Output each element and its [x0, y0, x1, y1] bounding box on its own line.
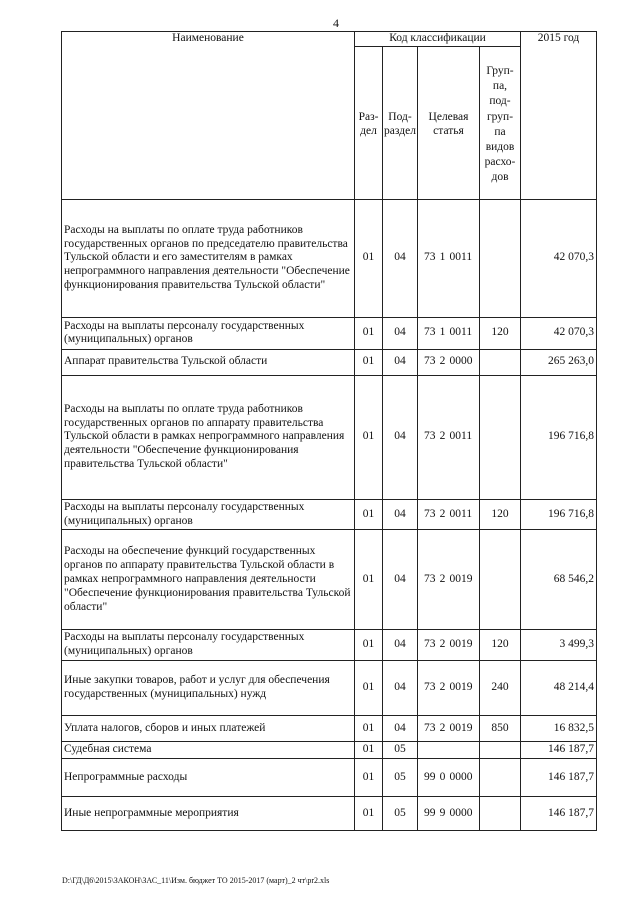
table-row [62, 317, 597, 349]
row-target-part2: 2 [438, 530, 448, 630]
row-subsection: 05 [383, 796, 418, 830]
row-target-part1: 73 [418, 199, 438, 317]
header-name: Наименование [62, 32, 355, 200]
row-section: 01 [355, 349, 383, 375]
row-expense-group: 120 [480, 630, 521, 661]
table-row [62, 660, 597, 715]
row-section: 01 [355, 199, 383, 317]
row-expense-group [480, 199, 521, 317]
row-name: Непрограммные расходы [62, 758, 355, 796]
row-name: Расходы на выплаты персоналу государственных (муниципальных) органов [62, 317, 355, 349]
row-name: Расходы на выплаты по оплате труда работников государственных органов по председателю правительства Тульской области и его заместителям в рамках непрограммного направления деятельности "Обеспечение функционирования правительства Тульской области" [62, 199, 355, 317]
row-target-part1: 73 [418, 317, 438, 349]
row-subsection: 04 [383, 715, 418, 741]
row-target-part2: 1 [438, 317, 448, 349]
table-row [62, 758, 597, 796]
row-section: 01 [355, 499, 383, 530]
budget-table [61, 31, 597, 831]
row-expense-group: 240 [480, 660, 521, 715]
row-amount: 42 070,3 [521, 317, 597, 349]
row-expense-group [480, 349, 521, 375]
row-section: 01 [355, 317, 383, 349]
row-name: Судебная система [62, 741, 355, 758]
row-subsection: 04 [383, 199, 418, 317]
row-name: Расходы на выплаты персоналу государственных (муниципальных) органов [62, 499, 355, 530]
row-name: Расходы на выплаты персоналу государственных (муниципальных) органов [62, 630, 355, 661]
row-expense-group [480, 796, 521, 830]
row-target-part1: 99 [418, 796, 438, 830]
row-amount: 16 832,5 [521, 715, 597, 741]
row-amount: 146 187,7 [521, 796, 597, 830]
table-row [62, 530, 597, 630]
row-amount: 68 546,2 [521, 530, 597, 630]
row-section: 01 [355, 660, 383, 715]
row-target-part3: 0011 [448, 375, 480, 499]
row-target-part1: 73 [418, 715, 438, 741]
row-target-part3: 0019 [448, 530, 480, 630]
row-target-part3: 0019 [448, 660, 480, 715]
row-amount: 196 716,8 [521, 375, 597, 499]
header-year: 2015 год [521, 32, 597, 200]
table-row [62, 499, 597, 530]
header-row-top [62, 32, 597, 47]
row-section: 01 [355, 741, 383, 758]
row-target-part1: 73 [418, 530, 438, 630]
row-target-part2: 2 [438, 375, 448, 499]
row-target-part3: 0000 [448, 796, 480, 830]
row-amount: 48 214,4 [521, 660, 597, 715]
table-row [62, 349, 597, 375]
row-target-part2: 2 [438, 715, 448, 741]
row-name: Уплата налогов, сборов и иных платежей [62, 715, 355, 741]
row-amount: 196 716,8 [521, 499, 597, 530]
table-row [62, 199, 597, 317]
row-section: 01 [355, 630, 383, 661]
row-expense-group: 850 [480, 715, 521, 741]
row-expense-group: 120 [480, 317, 521, 349]
row-target-part2: 2 [438, 349, 448, 375]
row-subsection: 04 [383, 375, 418, 499]
row-amount: 3 499,3 [521, 630, 597, 661]
row-name: Иные непрограммные мероприятия [62, 796, 355, 830]
row-target-part1: 99 [418, 758, 438, 796]
row-section: 01 [355, 530, 383, 630]
row-subsection: 04 [383, 630, 418, 661]
row-target-part2: 9 [438, 796, 448, 830]
row-subsection: 04 [383, 349, 418, 375]
row-amount: 146 187,7 [521, 758, 597, 796]
row-target-part2: 2 [438, 499, 448, 530]
row-name: Расходы на обеспечение функций государственных органов по аппарату правительства Тульской области в рамках непрограммного направления деятельности "Обеспечение функционирования правительства Тульской области" [62, 530, 355, 630]
table-row [62, 630, 597, 661]
row-target-part2: 2 [438, 630, 448, 661]
row-name: Иные закупки товаров, работ и услуг для обеспечения государственных (муниципальных) нужд [62, 660, 355, 715]
row-subsection: 04 [383, 317, 418, 349]
row-target-part1: 73 [418, 660, 438, 715]
row-name: Аппарат правительства Тульской области [62, 349, 355, 375]
table-row [62, 741, 597, 758]
row-target-part3: 0019 [448, 715, 480, 741]
row-subsection: 04 [383, 499, 418, 530]
row-amount: 265 263,0 [521, 349, 597, 375]
row-target-part1 [418, 741, 438, 758]
row-target-part1: 73 [418, 499, 438, 530]
row-target-part3: 0000 [448, 758, 480, 796]
page-number: 4 [333, 16, 339, 30]
file-path-footer: D:\ГД\Д6\2015\ЗАКОН\ЗАС_11\Изм. бюджет ТО 2015-2017 (март)_2 чт\pr2.xls [62, 876, 330, 885]
row-expense-group [480, 758, 521, 796]
row-section: 01 [355, 796, 383, 830]
header-section: Раз- дел [355, 46, 383, 199]
header-code-group: Код классификации [355, 32, 521, 47]
row-expense-group [480, 530, 521, 630]
row-target-part3: 0011 [448, 199, 480, 317]
row-subsection: 05 [383, 741, 418, 758]
row-subsection: 04 [383, 660, 418, 715]
header-expense-group: Груп- па, под- груп- па видов расхо- дов [480, 46, 521, 199]
row-amount: 42 070,3 [521, 199, 597, 317]
row-target-part3: 0019 [448, 630, 480, 661]
row-target-part2: 2 [438, 660, 448, 715]
header-subsection: Под- раздел [383, 46, 418, 199]
row-target-part1: 73 [418, 630, 438, 661]
row-target-part1: 73 [418, 349, 438, 375]
row-subsection: 05 [383, 758, 418, 796]
table-row [62, 715, 597, 741]
row-target-part2 [438, 741, 448, 758]
row-target-part2: 0 [438, 758, 448, 796]
row-subsection: 04 [383, 530, 418, 630]
row-target-part3: 0011 [448, 317, 480, 349]
row-target-part2: 1 [438, 199, 448, 317]
row-target-part1: 73 [418, 375, 438, 499]
row-name: Расходы на выплаты по оплате труда работников государственных органов по аппарату правительства Тульской области в рамках непрограммного направления деятельности "Обеспечение функционирования правительства Тульской области" [62, 375, 355, 499]
row-expense-group [480, 375, 521, 499]
row-target-part3 [448, 741, 480, 758]
row-amount: 146 187,7 [521, 741, 597, 758]
row-target-part3: 0011 [448, 499, 480, 530]
table-row [62, 375, 597, 499]
row-expense-group: 120 [480, 499, 521, 530]
row-target-part3: 0000 [448, 349, 480, 375]
table-row [62, 796, 597, 830]
row-section: 01 [355, 758, 383, 796]
header-target-item: Целевая статья [418, 46, 480, 199]
row-section: 01 [355, 375, 383, 499]
row-section: 01 [355, 715, 383, 741]
row-expense-group [480, 741, 521, 758]
